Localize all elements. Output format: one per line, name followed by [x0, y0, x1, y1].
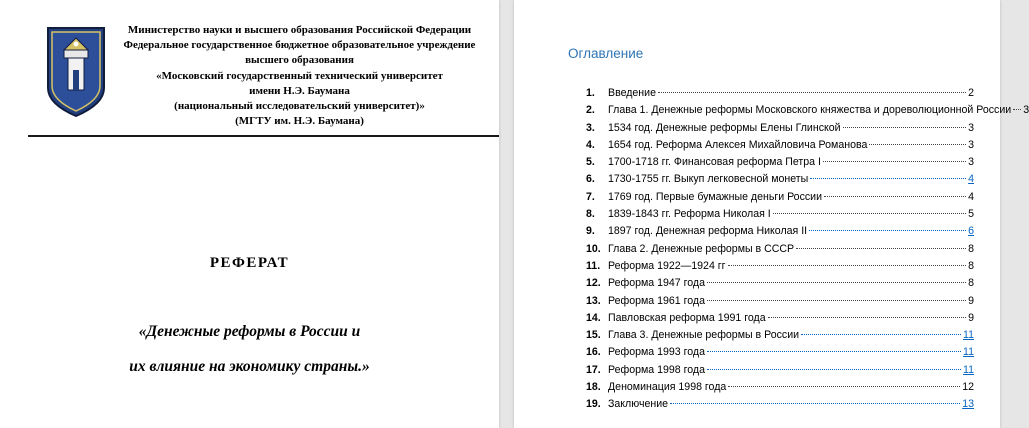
- toc-entry-page: 8: [968, 259, 974, 272]
- toc-dot-leader: [809, 230, 966, 231]
- toc-entry-number: 5.: [586, 156, 595, 169]
- toc-entry-title: 1839-1843 гг. Реформа Николая I: [608, 208, 771, 221]
- toc-entry-page: 8: [968, 277, 974, 290]
- toc-entry[interactable]: [568, 189, 974, 206]
- toc-entry-page: 3: [968, 156, 974, 169]
- toc-heading: Оглавление: [568, 46, 644, 61]
- toc-entry-page: 12: [962, 381, 974, 394]
- toc-entry[interactable]: [568, 241, 974, 258]
- document-type-title: РЕФЕРАТ: [209, 255, 290, 272]
- toc-dot-leader: [801, 334, 961, 335]
- toc-entry-title: Реформа 1922—1924 гг: [608, 259, 726, 272]
- topic-line: их влияние на экономику страны.»: [129, 358, 370, 376]
- toc-entry-number: 8.: [586, 208, 595, 221]
- toc-entry-page: 11: [963, 363, 974, 376]
- toc-entry[interactable]: [568, 223, 974, 240]
- toc-entry-title: 1700-1718 гг. Финансовая реформа Петра I: [608, 156, 821, 169]
- header-divider: [28, 135, 499, 137]
- toc-entry-title: 1730-1755 гг. Выкуп легковесной монеты: [608, 173, 809, 186]
- document-topic: [0, 314, 499, 384]
- toc-dot-leader: [796, 248, 966, 249]
- toc-entry-page: 9: [968, 294, 974, 307]
- toc-entry[interactable]: [568, 362, 974, 379]
- toc-entry-number: 11.: [586, 259, 601, 272]
- toc-dot-leader: [707, 351, 961, 352]
- toc-entry-title: 1534 год. Денежные реформы Елены Глинской: [608, 121, 841, 134]
- toc-dot-leader: [707, 282, 966, 283]
- toc-entry[interactable]: [568, 293, 974, 310]
- toc-entry[interactable]: [568, 327, 974, 344]
- header-line: имени Н.Э. Баумана: [249, 84, 350, 97]
- toc-entry[interactable]: [568, 379, 974, 396]
- header-line: Министерство науки и высшего образования Российской Федерации: [127, 24, 472, 36]
- toc-entry-title: Глава 1. Денежные реформы Московского княжества и дореволюционной России: [608, 104, 1012, 117]
- toc-dot-leader: [1013, 109, 1021, 110]
- header-line: высшего образования: [245, 54, 354, 67]
- toc-entry-title: Глава 2. Денежные реформы в СССР: [608, 242, 795, 255]
- toc-dot-leader: [658, 92, 966, 93]
- toc-entry[interactable]: [568, 102, 1029, 119]
- title-page: [0, 0, 499, 428]
- toc-dot-leader: [843, 127, 967, 128]
- toc-entry-title: 1897 год. Денежная реформа Николая II: [608, 225, 808, 238]
- toc-entry-number: 12.: [586, 277, 601, 290]
- toc-entry-page: 3: [968, 138, 974, 151]
- toc-entry-title: Реформа 1998 года: [608, 363, 705, 376]
- toc-dot-leader: [810, 178, 966, 179]
- header-line: «Московский государственный технический университет: [156, 69, 443, 82]
- toc-entry-number: 13.: [586, 294, 601, 307]
- toc-entry-page: 4: [968, 190, 974, 203]
- toc-dot-leader: [728, 265, 967, 266]
- toc-entry-title: Заключение: [608, 398, 669, 411]
- toc-entry-number: 17.: [586, 363, 601, 376]
- toc-entry[interactable]: [568, 85, 974, 102]
- toc-entry[interactable]: [568, 275, 974, 292]
- toc-entry-number: 19.: [586, 398, 601, 411]
- toc-dot-leader: [670, 403, 960, 404]
- toc-entry[interactable]: [568, 344, 974, 361]
- toc-entry-page: 11: [963, 329, 974, 342]
- toc-entry-number: 1.: [586, 87, 595, 99]
- topic-line: «Денежные реформы в России и: [138, 323, 361, 341]
- toc-entry-title: 1654 год. Реформа Алексея Михайловича Романова: [608, 138, 868, 151]
- toc-entry-page: 3: [1023, 104, 1029, 117]
- toc-entry-number: 7.: [586, 190, 595, 203]
- toc-entry-page: 2: [968, 87, 974, 99]
- header-line: (национальный исследовательский университет)»: [174, 100, 425, 113]
- toc-entry-page: 3: [968, 121, 974, 134]
- toc-entry-number: 3.: [586, 121, 595, 134]
- toc-list: [568, 85, 1029, 414]
- toc-entry-page: 6: [968, 225, 974, 238]
- toc-entry-title: Реформа 1993 года: [608, 346, 705, 359]
- toc-entry-number: 6.: [586, 173, 595, 186]
- toc-entry[interactable]: [568, 310, 974, 327]
- header-line: (МГТУ им. Н.Э. Баумана): [235, 115, 364, 128]
- toc-entry-number: 4.: [586, 138, 595, 151]
- toc-entry-number: 2.: [586, 104, 595, 117]
- toc-entry[interactable]: [568, 258, 974, 275]
- toc-entry-page: 9: [968, 311, 974, 324]
- toc-dot-leader: [768, 317, 966, 318]
- toc-entry-number: 18.: [586, 381, 601, 394]
- toc-dot-leader: [707, 300, 966, 301]
- toc-dot-leader: [824, 196, 966, 197]
- toc-entry[interactable]: [568, 120, 974, 137]
- toc-entry-page: 8: [968, 242, 974, 255]
- page-separator: [499, 0, 514, 428]
- toc-page: [514, 0, 1029, 428]
- header-line: Федеральное государственное бюджетное образовательное учреждение: [123, 39, 476, 52]
- toc-entry-number: 15.: [586, 329, 601, 342]
- toc-dot-leader: [773, 213, 966, 214]
- toc-entry[interactable]: [568, 206, 974, 223]
- toc-entry-number: 9.: [586, 225, 595, 238]
- toc-entry[interactable]: [568, 137, 974, 154]
- toc-dot-leader: [823, 161, 966, 162]
- toc-entry-page: 13: [962, 398, 974, 411]
- toc-entry-title: Павловская реформа 1991 года: [608, 311, 766, 324]
- toc-entry-page: 11: [963, 346, 974, 359]
- toc-entry-title: Введение: [608, 87, 656, 99]
- toc-entry-title: Реформа 1961 года: [608, 294, 705, 307]
- toc-entry-title: 1769 год. Первые бумажные деньги России: [608, 190, 823, 203]
- toc-entry-title: Реформа 1947 года: [608, 277, 705, 290]
- toc-dot-leader: [707, 369, 961, 370]
- toc-entry[interactable]: [568, 171, 974, 188]
- toc-entry-page: 4: [968, 173, 974, 186]
- toc-entry-number: 10.: [586, 242, 601, 255]
- toc-entry[interactable]: [568, 154, 974, 171]
- toc-entry-number: 16.: [586, 346, 601, 359]
- toc-entry-page: 5: [968, 208, 974, 221]
- university-emblem-icon: [44, 26, 108, 118]
- toc-dot-leader: [869, 144, 966, 145]
- toc-dot-leader: [728, 386, 960, 387]
- toc-entry-title: Деноминация 1998 года: [608, 381, 727, 394]
- toc-entry[interactable]: [568, 396, 974, 413]
- toc-entry-number: 14.: [586, 311, 601, 324]
- toc-entry-title: Глава 3. Денежные реформы в России: [608, 329, 800, 342]
